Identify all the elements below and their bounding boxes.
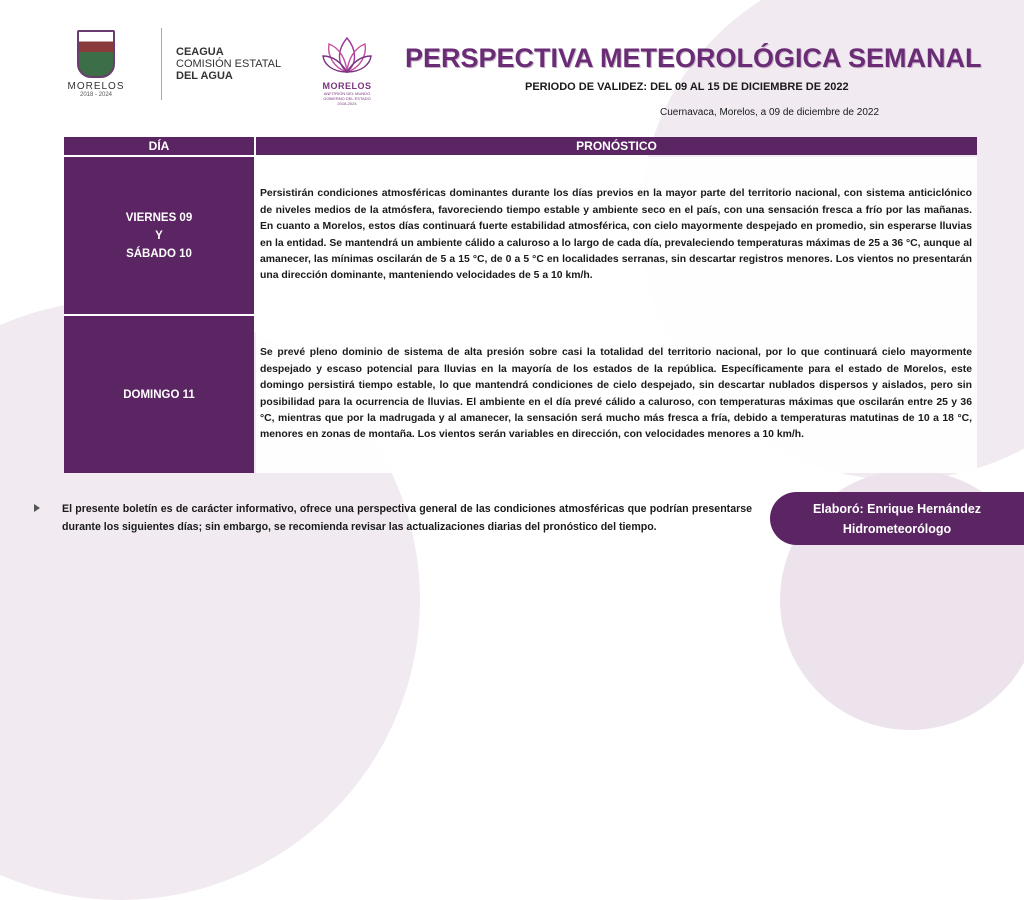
place-date: Cuernavaca, Morelos, a 09 de diciembre de 2022 xyxy=(660,107,880,118)
day-cell-1-line3: SÁBADO 10 xyxy=(126,247,192,260)
ceagua-logo xyxy=(176,46,281,82)
ceagua-line2: COMISIÓN ESTATAL xyxy=(176,58,282,70)
state-shield-icon xyxy=(77,30,115,78)
validity-period: PERIODO DE VALIDEZ: DEL 09 AL 15 DE DICIEMBRE DE 2022 xyxy=(525,81,849,93)
forecast-text-1: Persistirán condiciones atmosféricas dominantes durante los días previos en la mayor parte del territorio nacional, con sistema anticiclónico de niveles medios de la atmósfera, favoreciendo tiempo estable y ambiente seco en el país, con una sensación fresca a frío por las mañanas. En cuanto a Morelos, estos días continuará fuerte estabilidad atmosférica, con cielo mayormente despejado en promedio, sin esperarse lluvias en la entidad. Se mantendrá un ambiente cálido a caluroso a lo largo de cada día, prevaleciendo temperaturas máximas de 25 a 36 °C, aunque al amanecer, las mínimas oscilarán de 5 a 15 °C, de 0 a 5 °C en localidades serranas, sin descartar registros menores. Los vientos no presentarán una dirección dominante, manteniendo velocidades de 5 a 10 km/h. xyxy=(260,188,972,282)
morelos-logo-years: 2018 - 2024 xyxy=(79,92,113,98)
flower-logo-name: MORELOS xyxy=(322,81,372,91)
day-cell-2-line1: DOMINGO 11 xyxy=(123,388,195,401)
bullet-arrow-icon xyxy=(34,504,40,512)
forecast-text-2: Se prevé pleno dominio de sistema de alta presión sobre casi la totalidad del territorio nacional, por lo que continuará cielo mayormente despejado y escaso potencial para lluvias en la mayoría de los estados de la república. Específicamente para el estado de Morelos, este domingo persistirá tiempo estable, lo que mantendrá condiciones de cielo despejado, sin descartar nublados dispersos y aislados, pero sin posibilidad para la ocurrencia de lluvias. El ambiente en el día prevé cálido a caluroso, con temperaturas máximas que oscilarán entre 25 y 36 °C, mientras que por la madrugada y al amanecer, la sensación será mucho más fresca a fría, debido a temperaturas matutinas de 10 a 18 °C, menores en zonas de montaña. Los vientos serán variables en dirección, con velocidades menores a 10 km/h. xyxy=(260,347,972,441)
ceagua-line1: CEAGUA xyxy=(176,46,224,58)
lotus-flower-icon xyxy=(322,34,372,76)
author-badge xyxy=(770,492,1024,545)
disclaimer-text: El presente boletín es de carácter informativo, ofrece una perspectiva general de las condiciones atmosféricas que podrían presentarse durante los siguientes días; sin embargo, se recomienda revisar las actualizaciones diarias del pronóstico del tiempo. xyxy=(62,503,752,533)
morelos-logo xyxy=(44,30,148,98)
forecast-cell-2 xyxy=(256,316,977,473)
day-cell-2 xyxy=(64,316,254,473)
day-cell-1-line2: Y xyxy=(155,229,163,242)
flower-logo-tag2: GOBIERNO DEL ESTADO xyxy=(323,96,371,101)
forecast-cell-1 xyxy=(256,157,977,314)
column-header-day: DÍA xyxy=(64,137,254,155)
flower-logo-tag1: ANFITRIÓN DEL MUNDO xyxy=(323,91,371,96)
morelos-logo-name: MORELOS xyxy=(67,81,125,92)
flower-logo-tag3: 2018-2024 xyxy=(337,101,357,106)
morelos-flower-logo xyxy=(312,34,382,106)
author-role: Hidrometeorólogo xyxy=(842,521,952,536)
ceagua-line3: DEL AGUA xyxy=(176,70,233,82)
column-header-forecast: PRONÓSTICO xyxy=(254,137,977,155)
forecast-table xyxy=(64,137,977,473)
author-name: Elaboró: Enrique Hernández xyxy=(812,501,982,516)
day-cell-1-line1: VIERNES 09 xyxy=(125,211,193,224)
day-cell-1 xyxy=(64,157,254,314)
page-title: PERSPECTIVA METEOROLÓGICA SEMANAL xyxy=(405,43,982,73)
logo-divider xyxy=(161,28,162,100)
